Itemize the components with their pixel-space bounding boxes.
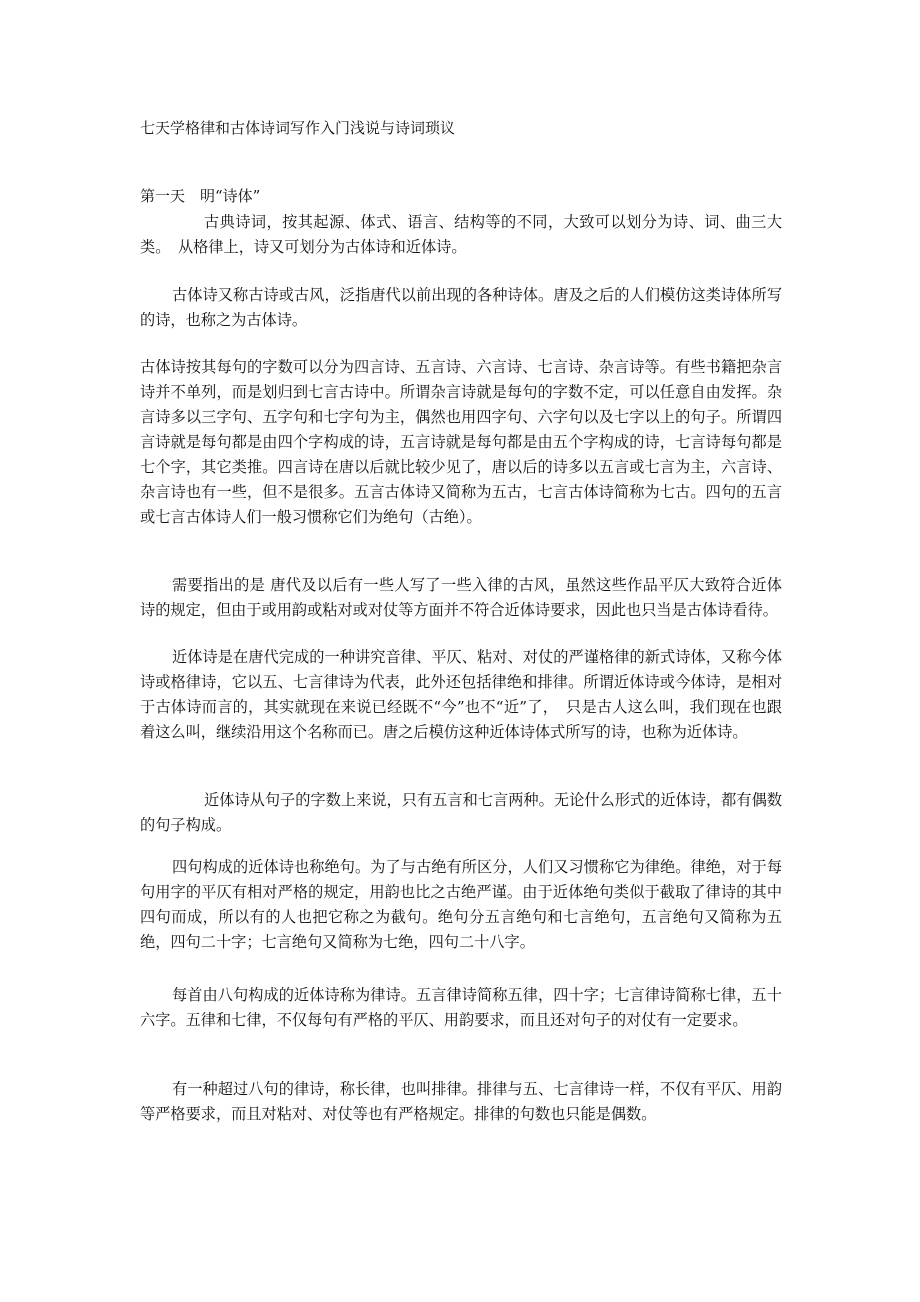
paragraph-classification: 古典诗词，按其起源、体式、语言、结构等的不同，大致可以划分为诗、词、曲三大类。 从格律上，诗又可划分为古体诗和近体诗。 — [140, 213, 782, 256]
document-title: 七天学格律和古体诗词写作入门浅说与诗词琐议 — [140, 119, 456, 137]
paragraph-regulated-verse: 每首由八句构成的近体诗称为律诗。五言律诗简称五律，四十字；七言律诗简称七律，五十六字。五律和七律，不仅每句有严格的平仄、用韵要求，而且还对句子的对仗有一定要求。 — [140, 986, 782, 1029]
paragraph-modern-style-line-length: 近体诗从句子的字数上来说，只有五言和七言两种。无论什么形式的近体诗，都有偶数的句子构成。 — [140, 791, 782, 834]
paragraph-ancient-style-definition: 古体诗又称古诗或古风，泛指唐代以前出现的各种诗体。唐及之后的人们模仿这类诗体所写的诗，也称之为古体诗。 — [140, 286, 782, 329]
paragraph-ancient-style-types: 古体诗按其每句的字数可以分为四言诗、五言诗、六言诗、七言诗、杂言诗等。有些书籍把杂言诗并不单列，而是划归到七言古诗中。所谓杂言诗就是每句的字数不定，可以任意自由发挥。杂言诗多以三字句、五字句和七字句为主，偶然也用四字句、六字句以及七字以上的句子。所谓四言诗就是每句都是由四个字构成的诗，五言诗就是每句都是由五个字构成的诗，七言诗每句都是七个字，其它类推。四言诗在唐以后就比较少见了，唐以后的诗多以五言或七言为主，六言诗、杂言诗也有一些，但不是很多。五言古体诗又简称为五古，七言古体诗简称为七古。四句的五言或七言古体诗人们一般习惯称它们为绝句（古绝）。 — [140, 358, 782, 526]
paragraph-modern-style-definition: 近体诗是在唐代完成的一种讲究音律、平仄、粘对、对仗的严谨格律的新式诗体，又称今体诗或格律诗，它以五、七言律诗为代表，此外还包括律绝和排律。所谓近体诗或今体诗，是相对于古体诗而言的，其实就现在来说已经既不“今”也不“近”了， 只是古人这么叫，我们现在也跟着这么叫，继续沿用这个名称而已。唐之后模仿这种近体诗体式所写的诗，也称为近体诗。 — [140, 648, 782, 741]
paragraph-extended-regulated-verse: 有一种超过八句的律诗，称长律，也叫排律。排律与五、七言律诗一样，不仅有平仄、用韵等严格要求，而且对粘对、对仗等也有严格规定。排律的句数也只能是偶数。 — [140, 1080, 782, 1123]
paragraph-quatrain: 四句构成的近体诗也称绝句。为了与古绝有所区分，人们又习惯称它为律绝。律绝，对于每句用字的平仄有相对严格的规定，用韵也比之古绝严谨。由于近体绝句类似于截取了律诗的其中四句而成，所以有的人也把它称之为截句。绝句分五言绝句和七言绝句，五言绝句又简称为五绝，四句二十字；七言绝句又简称为七绝，四句二十八字。 — [140, 858, 782, 951]
paragraph-regulated-ancient-style: 需要指出的是 唐代及以后有一些人写了一些入律的古风，虽然这些作品平仄大致符合近体诗的规定，但由于或用韵或粘对或对仗等方面并不符合近体诗要求，因此也只当是古体诗看待。 — [140, 576, 782, 619]
day-one-heading: 第一天 明“诗体” — [140, 187, 261, 205]
